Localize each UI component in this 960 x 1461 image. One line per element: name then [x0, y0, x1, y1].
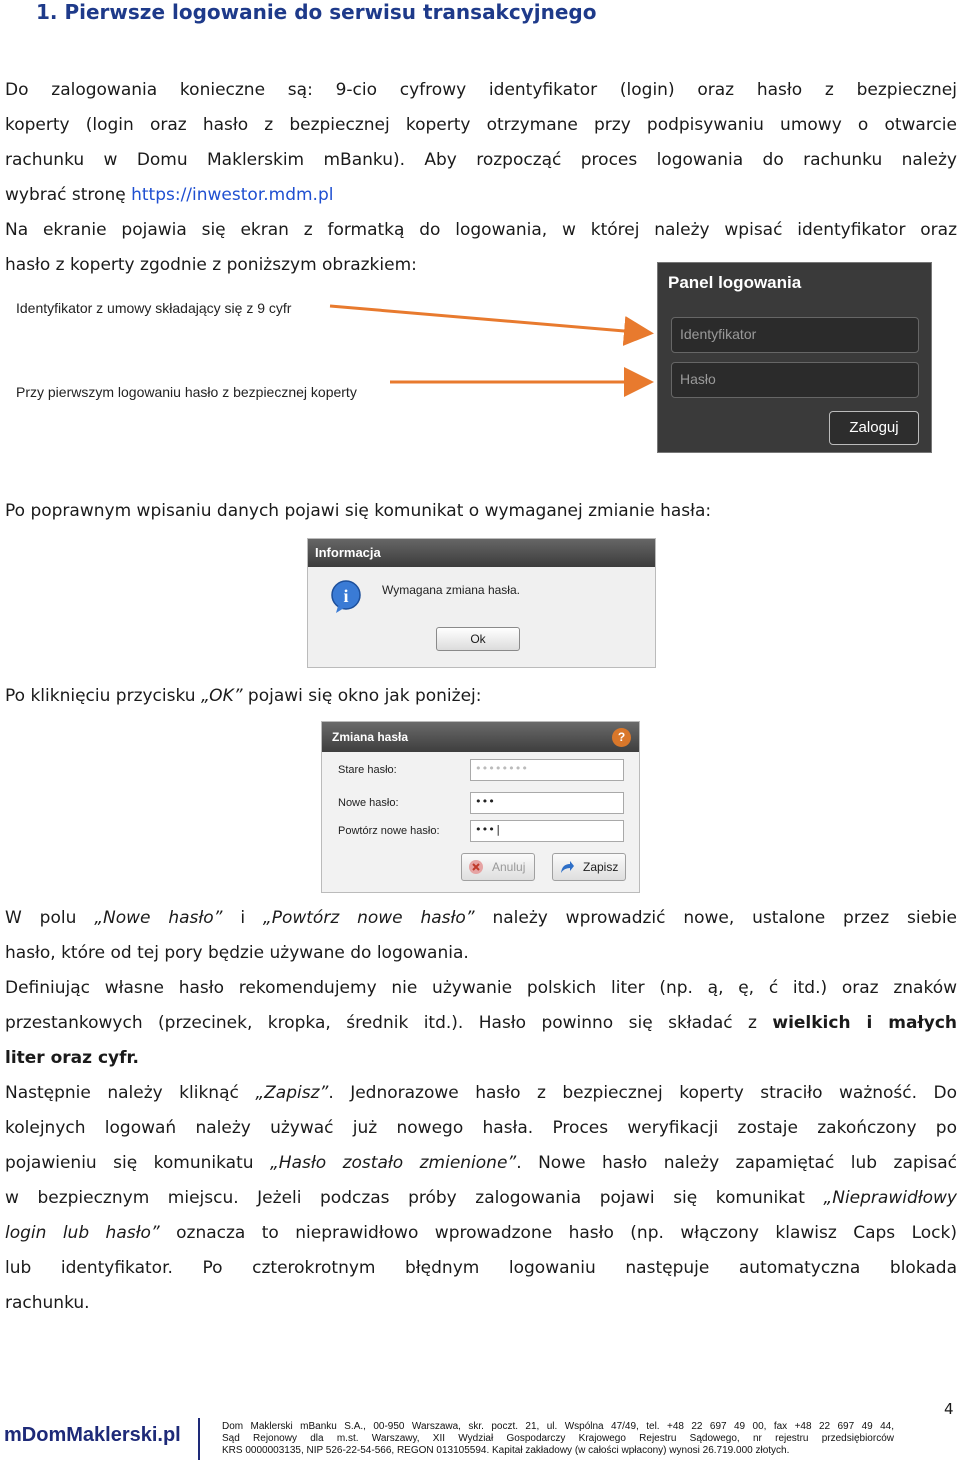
- repeat-password-input[interactable]: •••|: [470, 820, 624, 842]
- change-password-dialog: [321, 721, 640, 893]
- text-fragment: pojawi się okno jak poniżej:: [242, 686, 482, 706]
- password-rules-paragraph: [5, 971, 957, 1076]
- zaloguj-button[interactable]: Zaloguj: [829, 411, 919, 445]
- inwestor-link[interactable]: https://inwestor.mdm.pl: [131, 185, 334, 205]
- anuluj-label: Anuluj: [492, 860, 526, 874]
- emphasis: „Powtórz nowe hasło”: [262, 908, 475, 928]
- identyfikator-input[interactable]: Identyfikator: [671, 317, 919, 353]
- emphasis: „Nieprawidłowy: [823, 1188, 957, 1208]
- annotation-login: Identyfikator z umowy składający się z 9 cyfr: [16, 300, 292, 316]
- footer-company-info: [222, 1421, 894, 1457]
- text-line: rachunku.: [5, 1293, 90, 1313]
- text-line: koperty (login oraz hasło z bezpiecznej koperty otrzymane przy podpisywaniu umowy o otwarcie: [5, 115, 957, 135]
- text-fragment: W polu: [5, 908, 95, 928]
- haslo-input[interactable]: Hasło: [671, 362, 919, 398]
- emphasis: „OK”: [200, 686, 243, 706]
- login-panel-title: Panel logowania: [668, 273, 802, 292]
- new-password-input[interactable]: •••: [470, 792, 624, 814]
- old-password-input[interactable]: ••••••••: [470, 759, 624, 781]
- save-arrow-icon: [559, 859, 575, 875]
- section-heading: 1. Pierwsze logowanie do serwisu transakcyjnego: [36, 0, 597, 24]
- anuluj-button[interactable]: [461, 853, 535, 881]
- emphasis: „Hasło zostało zmienione”: [270, 1153, 517, 1173]
- text-line: Do zalogowania konieczne są: 9-cio cyfrowy identyfikator (login) oraz hasło z bezpiecznej: [5, 80, 957, 100]
- emphasis: „Nowe hasło”: [94, 908, 223, 928]
- final-paragraph: [5, 1076, 957, 1321]
- repeat-password-label: Powtórz nowe hasło:: [338, 825, 440, 837]
- text-line: kolejnych logowań należy używać już nowego hasła. Proces weryfikacji zostaje zakończony po: [5, 1118, 957, 1138]
- annotation-password: Przy pierwszym logowaniu hasło z bezpiecznej koperty: [16, 384, 357, 400]
- text-fragment: i: [222, 908, 263, 928]
- text-line: [5, 901, 957, 936]
- info-dialog-title: Informacja: [308, 539, 655, 567]
- text-fragment: wybrać stronę: [5, 185, 132, 205]
- old-password-label: Stare hasło:: [338, 764, 397, 776]
- after-ok-text: [5, 679, 957, 714]
- text-fragment: . Jednorazowe hasło z bezpiecznej koperty straciło ważność. Do: [328, 1083, 957, 1103]
- text-line: [5, 1076, 957, 1111]
- text-fragment: należy wprowadzić nowe, ustalone przez siebie: [474, 908, 957, 928]
- text-fragment: Następnie należy kliknąć: [5, 1083, 256, 1103]
- emphasis: login lub hasło”: [5, 1223, 160, 1243]
- text-fragment: oznacza to nieprawidłowo wprowadzone hasło (np. włączony klawisz Caps Lock): [159, 1223, 957, 1243]
- zapisz-label: Zapisz: [583, 860, 619, 874]
- text-fragment: pojawieniu się komunikatu: [5, 1153, 270, 1173]
- text-line: [5, 1146, 957, 1181]
- text-fragment: w bezpiecznym miejscu. Jeżeli podczas próby zalogowania pojawi się komunikat: [5, 1188, 824, 1208]
- emphasis: „Zapisz”: [255, 1083, 329, 1103]
- info-message: Wymagana zmiana hasła.: [382, 583, 520, 597]
- info-icon: [328, 579, 364, 615]
- change-password-title: Zmiana hasła: [322, 722, 639, 752]
- zapisz-button[interactable]: [552, 853, 626, 881]
- ok-button[interactable]: Ok: [436, 627, 520, 651]
- text-line: Na ekranie pojawia się ekran z formatką do logowania, w której należy wpisać identyfikator oraz: [5, 220, 957, 240]
- arrow-login: [330, 306, 648, 333]
- login-panel: [657, 262, 932, 453]
- text-fragment: . Nowe hasło należy zapamiętać lub zapisać: [516, 1153, 957, 1173]
- cancel-icon: [468, 859, 484, 875]
- info-dialog: [307, 538, 656, 668]
- text-line: Definiując własne hasło rekomendujemy nie używanie polskich liter (np. ą, ę, ć itd.) oraz znaków: [5, 978, 957, 998]
- footer-divider: [198, 1418, 200, 1460]
- text-line: [5, 1041, 957, 1076]
- help-icon[interactable]: ?: [612, 728, 631, 747]
- text-line: Po poprawnym wpisaniu danych pojawi się komunikat o wymaganej zmianie hasła:: [5, 501, 712, 521]
- password-change-notice-text: [5, 494, 957, 529]
- text-line: hasło, które od tej pory będzie używane do logowania.: [5, 943, 469, 963]
- text-line: [5, 679, 957, 714]
- text-fragment: przestankowych (przecinek, kropka, średnik itd.). Hasło powinno się składać z: [5, 1013, 773, 1033]
- footer-line: Sąd Rejonowy dla m.st. Warszawy, XII Wydział Gospodarczy Krajowego Rejestru Sądowego, nr rejestru przedsiębiorców: [222, 1433, 894, 1444]
- new-password-paragraph: [5, 901, 957, 971]
- bold-text: wielkich i małych: [772, 1013, 958, 1033]
- info-icon-glyph: i: [343, 586, 349, 606]
- text-line: [5, 1181, 957, 1216]
- text-fragment: Po kliknięciu przycisku: [5, 686, 201, 706]
- footer-line: Dom Maklerski mBanku S.A., 00-950 Warszawa, skr. poczt. 21, ul. Wspólna 47/49, tel. +48 22 697 49 00, fax +48 22 697 49 44,: [222, 1421, 894, 1432]
- page-number: 4: [944, 1400, 954, 1418]
- text-line: [5, 1216, 957, 1251]
- new-password-label: Nowe hasło:: [338, 797, 399, 809]
- text-line: rachunku w Domu Maklerskim mBanku). Aby rozpocząć proces logowania do rachunku należy: [5, 150, 957, 170]
- footer-line: KRS 0000003135, NIP 526-22-54-566, REGON 013105594. Kapitał zakładowy (w całości wpłacony) wynosi 26.719.000 złotych.: [222, 1445, 790, 1456]
- text-line: lub identyfikator. Po czterokrotnym błędnym logowaniu następuje automatyczna blokada: [5, 1258, 957, 1278]
- text-line: hasło z koperty zgodnie z poniższym obrazkiem:: [5, 255, 417, 275]
- bold-text: liter oraz cyfr.: [5, 1048, 139, 1068]
- text-line: [5, 1006, 957, 1041]
- company-logo: mDomMaklerski.pl: [4, 1424, 181, 1446]
